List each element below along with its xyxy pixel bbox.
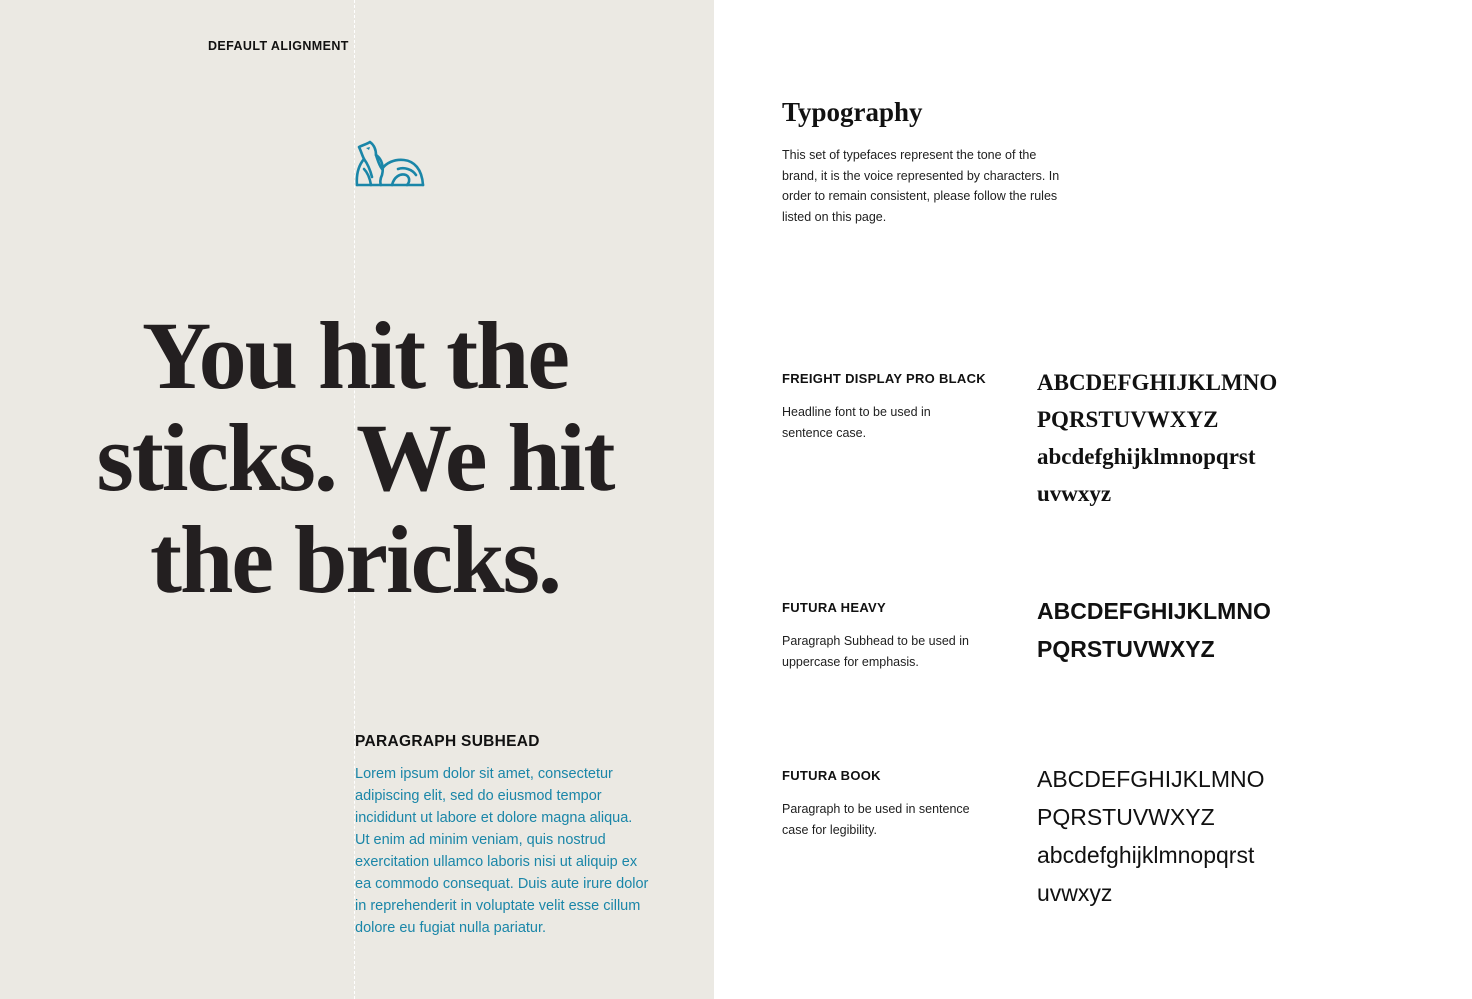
horse-logo-icon [352,139,428,189]
specimen-line: uvwxyz [1037,880,1113,906]
specimen-freight [1037,364,1277,512]
body-line: ea commodo consequat. Duis aute irure dolor [355,876,649,892]
specimen-line: PQRSTUVWXYZ [1037,407,1219,432]
font-description-freight [782,402,1002,443]
description-line: This set of typefaces represent the tone of the [782,148,1037,162]
paragraph-subhead: PARAGRAPH SUBHEAD [355,733,540,750]
alignment-label: DEFAULT ALIGNMENT [208,39,349,53]
body-line: in reprehenderit in voluptate velit esse cillum [355,898,641,914]
description-line: brand, it is the voice represented by characters. In [782,168,1060,183]
specimen-line: uvwxyz [1037,481,1112,506]
typography-title: Typography [782,97,923,127]
description-line: listed on this page. [782,209,887,224]
body-line: adipiscing elit, sed do eiusmod tempor [355,788,602,804]
font-description-line: sentence case. [782,425,867,440]
font-name-futura-heavy: FUTURA HEAVY [782,600,886,615]
font-description-futura-heavy [782,631,1002,672]
body-line: dolore eu fugiat nulla pariatur. [355,920,547,936]
body-paragraph [355,763,667,939]
headline [40,302,670,613]
specimen-line: PQRSTUVWXYZ [1037,804,1215,830]
body-line: Ut enim ad minim veniam, quis nostrud [355,832,606,848]
specimen-futura-heavy [1037,592,1271,668]
specimen-line: ABCDEFGHIJKLMNO [1037,370,1278,395]
headline-line: sticks. We hit [96,404,614,511]
font-description-line: case for legibility. [782,822,877,837]
specimen-line: abcdefghijklmnopqrst [1037,444,1256,469]
body-line: incididunt ut labore et dolore magna aliqua. [355,810,633,826]
font-name-futura-book: FUTURA BOOK [782,768,881,783]
body-line: Lorem ipsum dolor sit amet, consectetur [355,766,613,782]
headline-line: You hit the [141,302,569,409]
font-description-line: uppercase for emphasis. [782,654,919,669]
font-description-futura-book [782,799,1002,840]
font-description-line: Paragraph Subhead to be used in [782,634,969,648]
font-description-line: Paragraph to be used in sentence [782,802,970,816]
font-description-line: Headline font to be used in [782,405,931,419]
specimen-line: ABCDEFGHIJKLMNO [1037,598,1271,624]
font-name-freight: FREIGHT DISPLAY PRO BLACK [782,371,986,386]
specimen-line: abcdefghijklmnopqrst [1037,842,1255,868]
typography-description [782,145,1082,227]
specimen-line: ABCDEFGHIJKLMNO [1037,766,1265,792]
body-line: exercitation ullamco laboris nisi ut aliquip ex [355,854,638,870]
specimen-futura-book [1037,760,1264,912]
headline-line: the bricks. [150,506,560,613]
description-line: order to remain consistent, please follow the rules [782,189,1058,203]
specimen-line: PQRSTUVWXYZ [1037,636,1215,662]
